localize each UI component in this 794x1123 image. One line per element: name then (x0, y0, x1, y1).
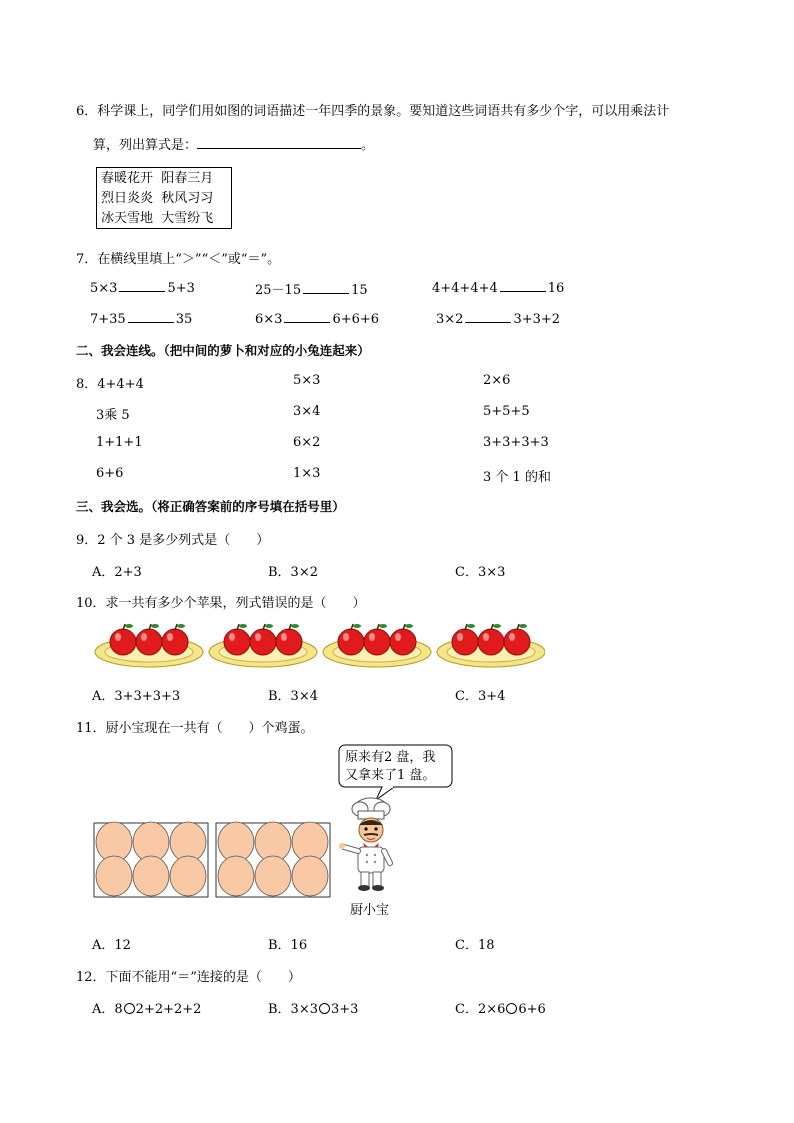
q7-left: 7+35 (90, 312, 126, 327)
q7-title: 7．在横线里填上“＞”“＜”或“＝”。 (76, 252, 281, 267)
q7-right: 15 (351, 283, 368, 298)
q7-blank[interactable] (465, 310, 511, 323)
q8-col1-item[interactable]: 8．4+4+4 (76, 377, 144, 392)
q7-blank[interactable] (128, 310, 174, 323)
q8-col2-item[interactable]: 6×2 (293, 435, 321, 450)
q10-option-c[interactable]: C．3+4 (455, 689, 506, 704)
q11-bubble-text (345, 749, 435, 785)
q8-col3-item[interactable]: 3+3+3+3 (483, 435, 549, 450)
q7-right: 5+3 (167, 281, 195, 296)
egg-icon (218, 856, 254, 896)
bubble-line: 又拿来了1 盘。 (345, 768, 436, 783)
q11-title: 11．厨小宝现在一共有（ ）个鸡蛋。 (76, 721, 314, 736)
q6-line1: 6．科学课上，同学们用如图的词语描述一年四季的景象。要知道这些词语共有多少个字，可以用乘法计 (76, 104, 670, 119)
apple-icon (224, 624, 250, 655)
q11-option-c[interactable]: C．18 (455, 938, 495, 953)
egg-icon (292, 856, 328, 896)
apple-icon (504, 624, 530, 655)
q6-line2 (93, 134, 374, 153)
q9-option-c[interactable]: C．3×3 (455, 565, 506, 580)
word: 阳春三月 (161, 171, 214, 186)
q7-right: 3+3+2 (513, 312, 561, 327)
q11-chef-label: 厨小宝 (350, 903, 390, 918)
q8-col1-item[interactable]: 6+6 (96, 466, 124, 481)
q8-col1-item[interactable]: 3乘 5 (96, 408, 130, 423)
q7-blank[interactable] (303, 281, 349, 294)
q9-option-b[interactable]: B．3×2 (268, 565, 318, 580)
word: 春暖花开 (101, 171, 154, 186)
q12-expr-left: C．2×6 (455, 1002, 506, 1017)
q8-col3-item[interactable]: 5+5+5 (483, 404, 530, 419)
apple-icon (364, 624, 390, 655)
q7-item-6 (436, 310, 560, 327)
plate-icon (437, 624, 545, 667)
apple-icon (338, 624, 364, 655)
apple-icon (452, 624, 478, 655)
q8-col2-item[interactable]: 5×3 (293, 373, 321, 388)
word: 冰天雪地 (101, 211, 154, 226)
q7-item-2 (255, 279, 368, 298)
section2-title: 二、我会连线。（把中间的萝卜和对应的小兔连起来） (76, 343, 370, 358)
egg-icon (96, 856, 132, 896)
q7-blank[interactable] (284, 310, 330, 323)
q12-expr-left: A．8 (92, 1002, 123, 1017)
q7-left: 5×3 (90, 281, 118, 296)
q7-item-5 (255, 310, 379, 327)
word-row (101, 189, 231, 209)
apple-icon (276, 624, 302, 655)
chef-icon (336, 797, 406, 895)
q7-item-3 (432, 279, 564, 296)
word: 大雪纷飞 (161, 211, 214, 226)
q7-item-1 (90, 279, 195, 296)
bubble-line: 原来有2 盘，我 (345, 750, 436, 765)
plate-icon (209, 624, 317, 667)
apple-icon (136, 624, 162, 655)
egg-icon (170, 856, 206, 896)
q7-item-4 (90, 310, 192, 327)
q12-expr-left: B．3×3 (268, 1002, 318, 1017)
apple-icon (250, 624, 276, 655)
q8-col3-item[interactable]: 3 个 1 的和 (483, 470, 551, 485)
q6-suffix: 。 (361, 138, 375, 153)
q12-option-c[interactable] (455, 998, 546, 1017)
q7-blank[interactable] (119, 279, 165, 292)
q10-title: 10．求一共有多少个苹果，列式错误的是（ ） (76, 596, 366, 611)
plate-icon (95, 624, 203, 667)
compare-circle-icon (319, 1003, 330, 1014)
compare-circle-icon (506, 1003, 517, 1014)
apple-icon (110, 624, 136, 655)
q11-option-b[interactable]: B．16 (268, 938, 308, 953)
q8-col1-item[interactable]: 1+1+1 (96, 435, 143, 450)
word-row (101, 169, 231, 189)
egg-icon (255, 856, 291, 896)
q6-word-box (96, 167, 232, 229)
q7-left: 25－15 (255, 283, 302, 298)
q9-option-a[interactable]: A．2+3 (92, 565, 142, 580)
plate-icon (323, 624, 431, 667)
q11-egg-trays-image (92, 820, 338, 900)
apple-icon (162, 624, 188, 655)
q10-apple-plates-image (93, 618, 545, 670)
section3-title: 三、我会选。（将正确答案前的序号填在括号里） (76, 499, 345, 514)
word: 烈日炎炎 (101, 191, 154, 206)
q12-option-a[interactable] (92, 998, 201, 1017)
q7-right: 16 (547, 281, 565, 296)
q6-answer-blank[interactable] (197, 136, 361, 149)
q12-expr-right: 3+3 (331, 1002, 359, 1017)
q10-option-b[interactable]: B．3×4 (268, 689, 318, 704)
q12-option-b[interactable] (268, 998, 358, 1017)
q7-left: 3×2 (436, 312, 464, 327)
egg-icon (133, 856, 169, 896)
q8-col2-item[interactable]: 1×3 (293, 466, 321, 481)
apple-icon (478, 624, 504, 655)
q7-blank[interactable] (500, 279, 546, 292)
apple-icon (390, 624, 416, 655)
q7-left: 6×3 (255, 312, 283, 327)
q12-expr-right: 2+2+2+2 (135, 1002, 202, 1017)
q12-title: 12．下面不能用“＝”连接的是（ ） (76, 970, 301, 985)
q7-right: 35 (175, 312, 193, 327)
word-row (101, 209, 231, 229)
q7-right: 6+6+6 (332, 312, 380, 327)
compare-circle-icon (124, 1003, 135, 1014)
q6-prefix: 算，列出算式是： (93, 138, 198, 153)
q8-col2-item[interactable]: 3×4 (293, 404, 321, 419)
q11-option-a[interactable]: A．12 (92, 938, 131, 953)
q9-title: 9．2 个 3 是多少列式是（ ） (76, 533, 270, 548)
word: 秋风习习 (161, 191, 214, 206)
q7-left: 4+4+4+4 (432, 281, 498, 296)
q12-expr-right: 6+6 (518, 1002, 546, 1017)
q8-col3-item[interactable]: 2×6 (483, 373, 511, 388)
q10-option-a[interactable]: A．3+3+3+3 (92, 689, 181, 704)
